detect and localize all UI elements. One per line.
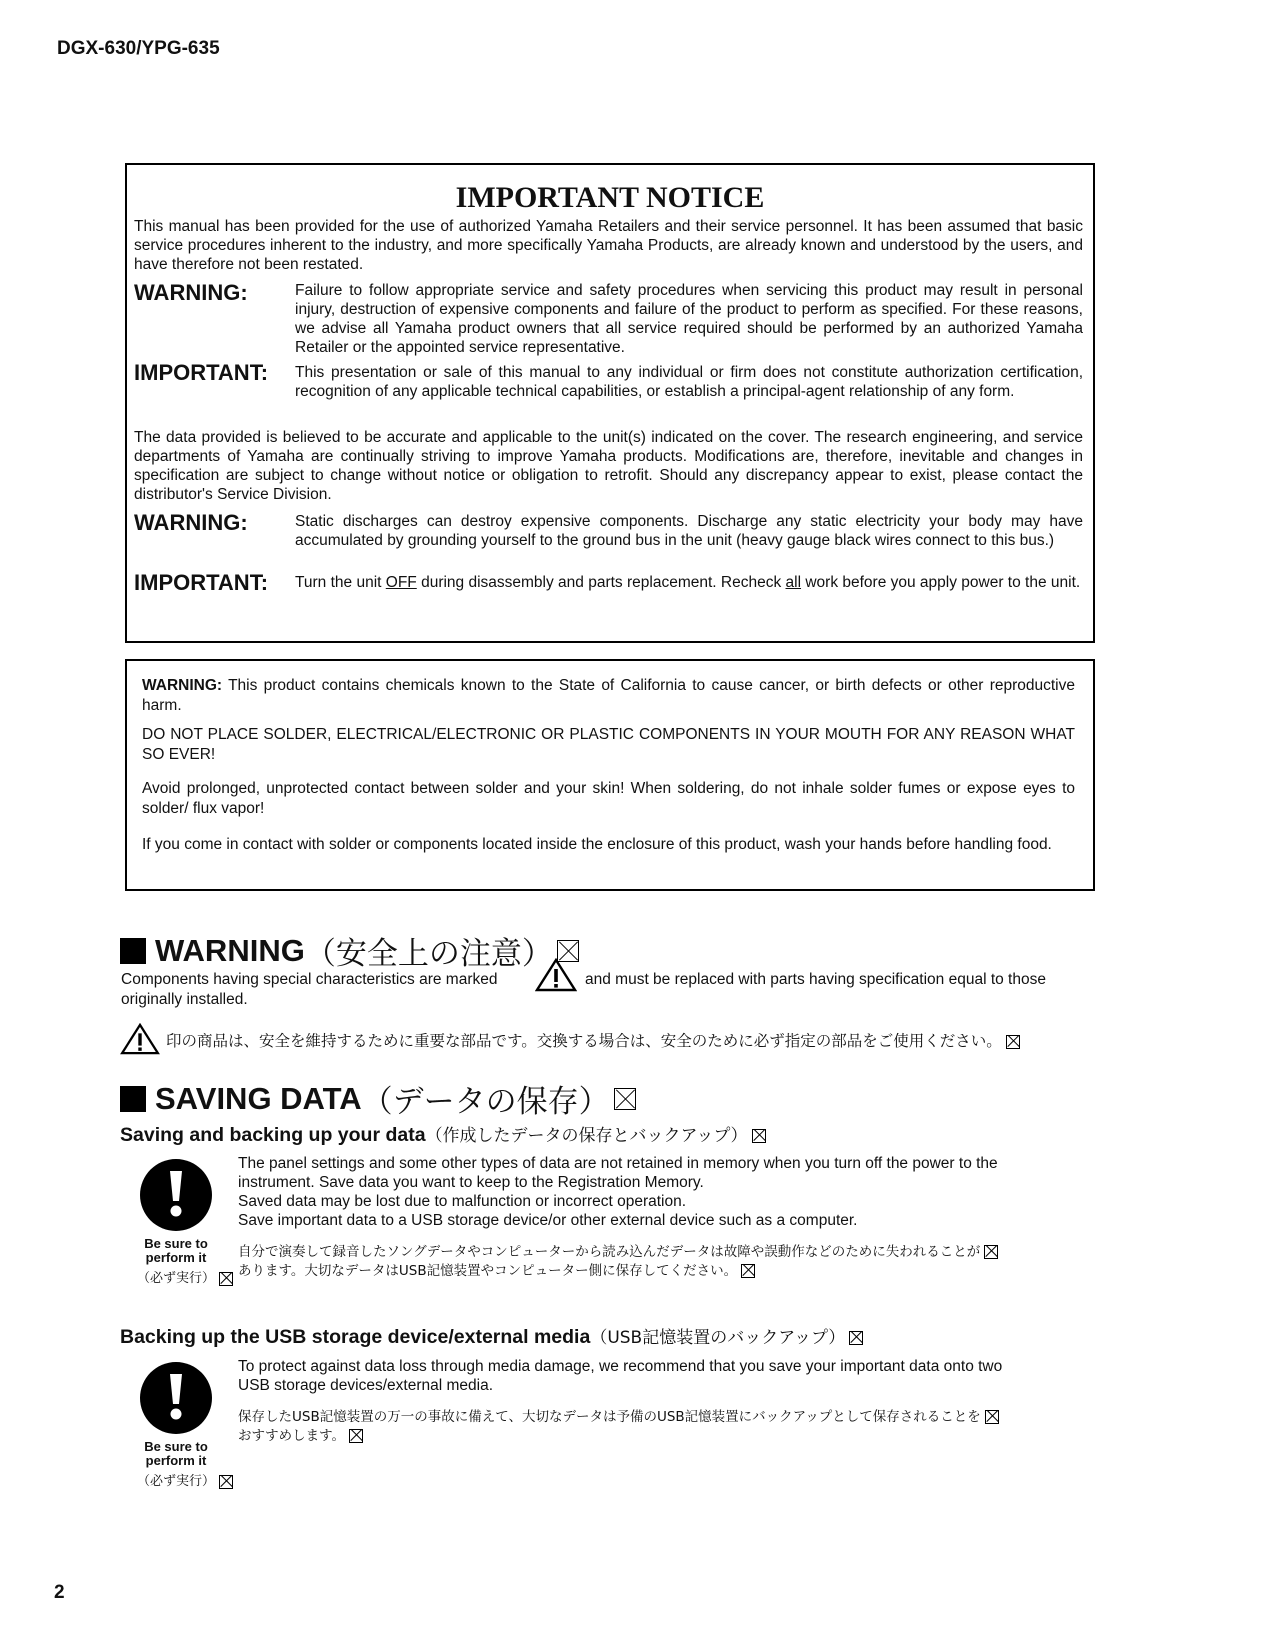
important-label-1: IMPORTANT: (134, 360, 269, 385)
chem-warning: WARNING: This product contains chemicals known to the State of California to cause cancer, or birth defects or other reproductive harm. (142, 677, 1075, 714)
missing-glyph-icon (219, 1475, 233, 1489)
missing-glyph-icon (985, 1410, 999, 1424)
missing-glyph-icon (752, 1129, 766, 1143)
warning-text-a: Components having special characteristics are marked (121, 971, 498, 988)
saving-jp-2: あります。大切なデータはUSB記憶装置やコンピューター側に保存してください。 (238, 1259, 755, 1279)
warning-text-1: Failure to follow appropriate service and safety procedures when servicing this product may result in personal injury, destruction of expensive components and failure of the product to perform as specified. For these reasons, we advise all Yamaha product owners that all service required should be performed by an authorized Yamaha Retailer or the appointed service representative. (295, 282, 1083, 356)
important-notice-box (125, 163, 1095, 643)
warning-text-b: and must be replaced with parts having specification equal to those (585, 971, 1046, 988)
warning-label-2: WARNING: (134, 510, 248, 535)
saving-jp-1: 自分で演奏して録音したソングデータやコンピューターから読み込んだデータは故障や誤動作などのために失われることが (238, 1240, 998, 1260)
chem-solder-contact: Avoid prolonged, unprotected contact between solder and your skin! When soldering, do not inhale solder fumes or expose eyes to solder/ flux vapor! (142, 780, 1075, 817)
must-do-badge-2: Be sure to perform it （必ず実行） (137, 1361, 215, 1489)
chem-solder-mouth: DO NOT PLACE SOLDER, ELECTRICAL/ELECTRONIC OR PLASTIC COMPONENTS IN YOUR MOUTH FOR ANY REASON WHAT SO EVER! (142, 726, 1075, 763)
warning-text-2: Static discharges can destroy expensive components. Discharge any static electricity your body may have accumulated by grounding yourself to the ground bus in the unit (heavy gauge black wires connect to this bus.) (295, 513, 1083, 549)
exclamation-icon (139, 1158, 213, 1232)
chem-wash-hands: If you come in contact with solder or components located inside the enclosure of this product, wash your hands before handling food. (142, 836, 1052, 853)
chemical-warning-box (125, 659, 1095, 891)
missing-glyph-icon (614, 1088, 636, 1110)
missing-glyph-icon (984, 1245, 998, 1259)
page-number: 2 (54, 1582, 65, 1603)
warning-label-1: WARNING: (134, 280, 248, 305)
exclamation-icon (139, 1361, 213, 1435)
warning-text-c: originally installed. (121, 991, 248, 1008)
must-do-badge-1: Be sure to perform it （必ず実行） (137, 1158, 215, 1286)
missing-glyph-icon (849, 1331, 863, 1345)
warning-section-heading: WARNING （安全上の注意） (120, 928, 579, 973)
backup-subheading: Backing up the USB storage device/external media（USB記憶装置のバックアップ） (120, 1323, 863, 1349)
caution-triangle-icon (535, 958, 577, 992)
warning-jp-text: 印の商品は、安全を維持するために重要な部品です。交換する場合は、安全のために必ず指定の部品をご使用ください。 (166, 1029, 1020, 1051)
saving-body: The panel settings and some other types of data are not retained in memory when you turn off the power to the instrument. Save data you want to keep to the Registration Memory. Saved data may be lost due to malfunction or incorrect operation. Save important data to a USB storage device/or other external device such as a computer. (238, 1155, 998, 1229)
notice-title: IMPORTANT NOTICE (455, 181, 765, 214)
missing-glyph-icon (741, 1264, 755, 1278)
backup-jp-2: おすすめします。 (238, 1424, 363, 1444)
missing-glyph-icon (349, 1429, 363, 1443)
notice-data-paragraph: The data provided is believed to be accurate and applicable to the unit(s) indicated on the cover. The research engineering, and service departments of Yamaha are continually striving to improve Yamaha products. Modifications are, therefore, inevitable and changes in specification are subject to change without notice or obligation to retrofit. Should any discrepancy appear to exist, please contact the distributor's Service Division. (134, 429, 1083, 503)
backup-body: To protect against data loss through media damage, we recommend that you save your important data onto two USB storage devices/external media. (238, 1358, 1003, 1394)
missing-glyph-icon (1006, 1035, 1020, 1049)
saving-subheading: Saving and backing up your data（作成したデータの保存とバックアップ） (120, 1121, 766, 1147)
important-text-2: Turn the unit OFF during disassembly and parts replacement. Recheck all work before you apply power to the unit. (295, 574, 1081, 591)
heading-square-icon (120, 938, 146, 964)
saving-section-heading: SAVING DATA （データの保存） (120, 1076, 636, 1121)
caution-triangle-small-icon (120, 1023, 160, 1055)
important-label-2: IMPORTANT: (134, 570, 269, 595)
model-header: DGX-630/YPG-635 (57, 38, 220, 59)
backup-jp-1: 保存したUSB記憶装置の万一の事故に備えて、大切なデータは予備のUSB記憶装置にバックアップとして保存されることを (238, 1405, 999, 1425)
important-text-1: This presentation or sale of this manual to any individual or firm does not constitute authorization certification, recognition of any applicable technical capabilities, or establish a principal-agent relationship of any form. (295, 364, 1083, 400)
heading-square-icon (120, 1086, 146, 1112)
notice-intro: This manual has been provided for the use of authorized Yamaha Retailers and their service personnel. It has been assumed that basic service procedures inherent to the industry, and more specifically Yamaha Products, are already known and understood by the users, and have therefore not been restated. (134, 218, 1083, 273)
missing-glyph-icon (219, 1272, 233, 1286)
